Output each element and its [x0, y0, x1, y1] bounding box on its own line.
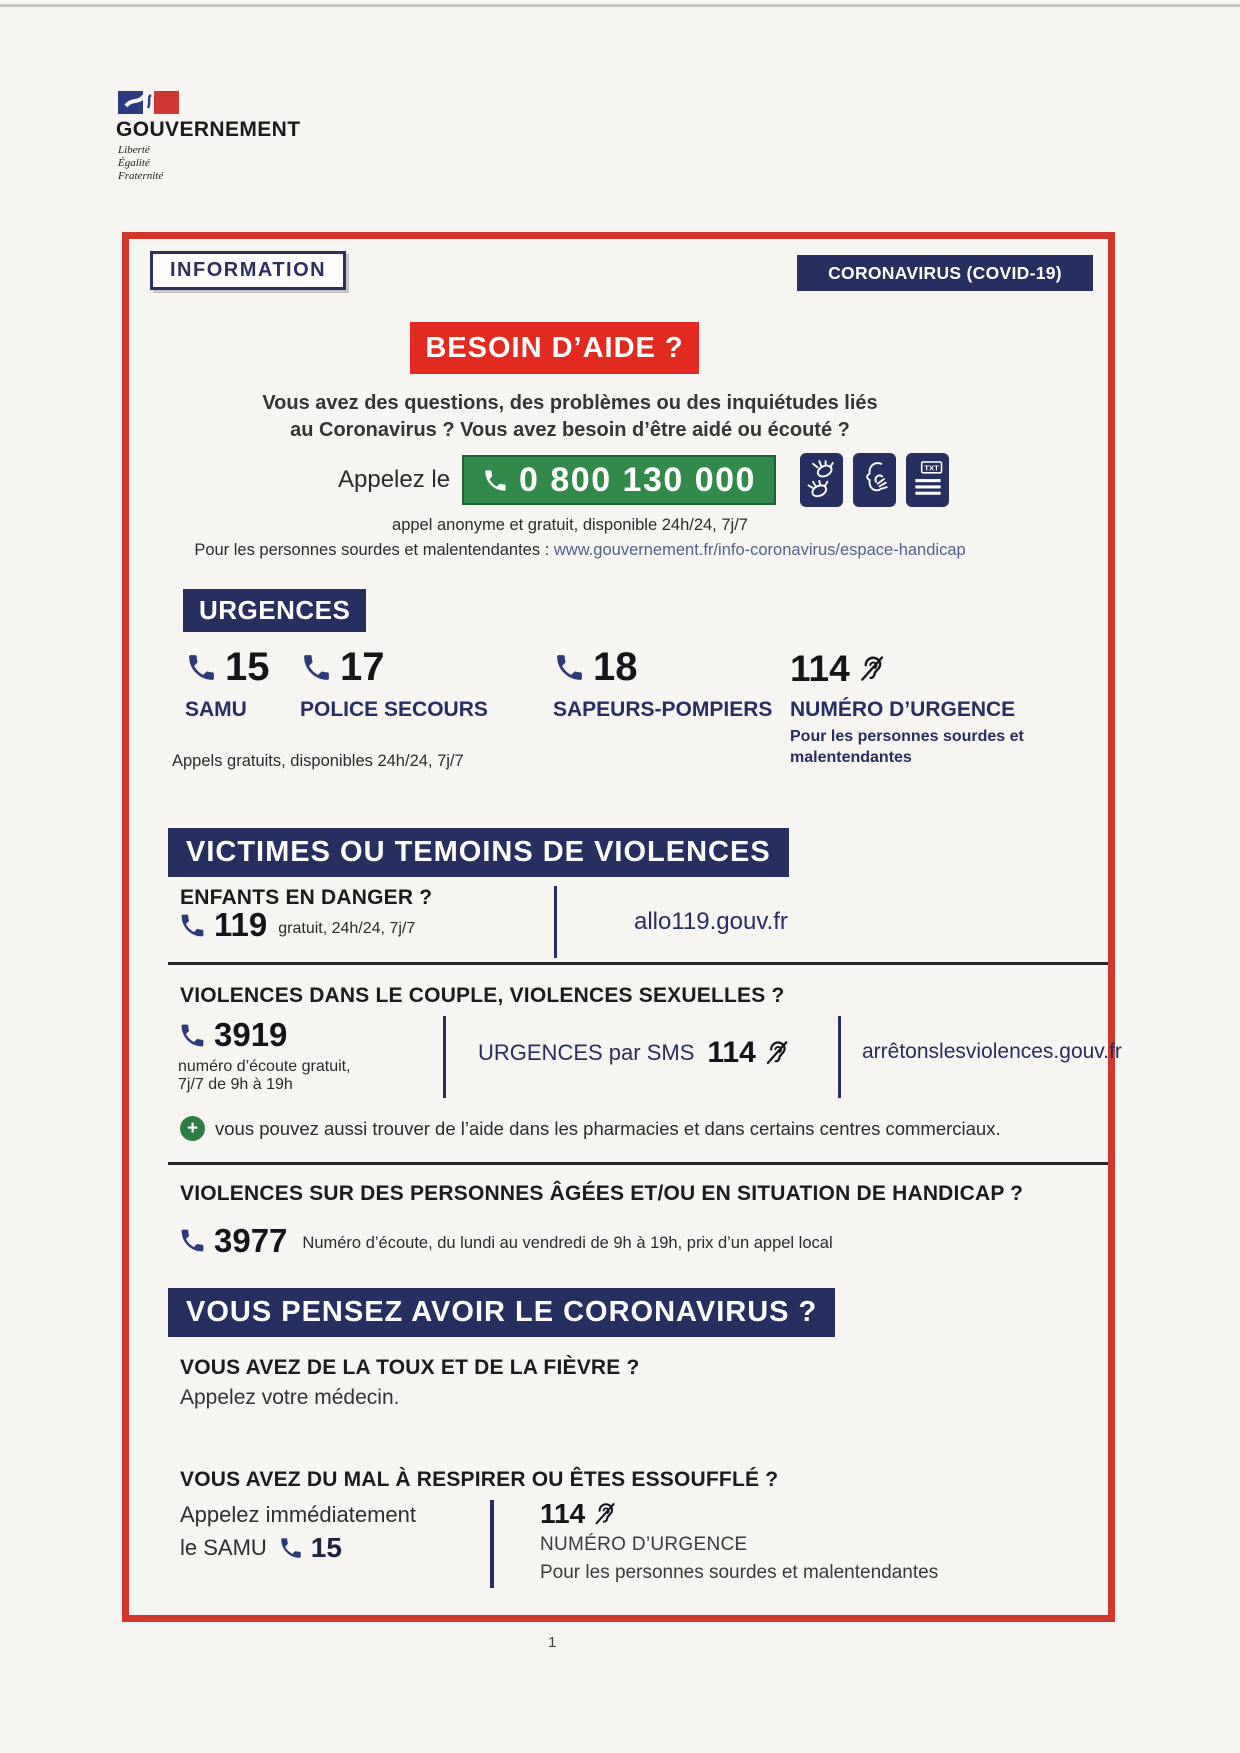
motto-fraternite: Fraternité — [118, 170, 164, 182]
agees-number: 3977 — [214, 1222, 288, 1259]
couple-question: VIOLENCES DANS LE COUPLE, VIOLENCES SEXUELLES ? — [180, 984, 785, 1007]
respirer-advice-line1: Appelez immédiatement — [180, 1502, 417, 1527]
enfants-question: ENFANTS EN DANGER ? — [180, 886, 433, 909]
agees-number-row — [178, 1222, 833, 1260]
hotline-number-box — [462, 455, 776, 505]
agees-question: VIOLENCES SUR DES PERSONNES ÂGÉES ET/OU EN SITUATION DE HANDICAP ? — [180, 1182, 1024, 1205]
motto-egalite: Égalité — [118, 157, 150, 169]
arretonslesviolences-website: arrêtonslesviolences.gouv.fr — [862, 1040, 1122, 1063]
urgence-114-label: NUMÉRO D’URGENCE — [790, 698, 1016, 721]
agees-number-note: Numéro d’écoute, du lundi au vendredi de 9h à 19h, prix d’un appel local — [302, 1234, 833, 1252]
enfants-number-row — [178, 906, 415, 944]
vertical-divider — [554, 886, 557, 958]
phone-icon — [178, 1021, 207, 1050]
french-flag-logo — [118, 90, 182, 116]
sms-urgences-block — [478, 1036, 791, 1070]
plus-icon: + — [180, 1116, 205, 1141]
hotline-number: 0 800 130 000 — [519, 460, 756, 499]
sign-language-icon — [800, 453, 843, 507]
urgence-114-bottom-block — [540, 1498, 938, 1584]
coronavirus-section-header: VOUS PENSEZ AVOIR LE CORONAVIRUS ? — [168, 1288, 835, 1337]
help-title-banner: BESOIN D’AIDE ? — [410, 322, 699, 374]
coronavirus-badge: CORONAVIRUS (COVID-19) — [797, 255, 1093, 291]
couple-number-note2: 7j/7 de 9h à 19h — [178, 1076, 293, 1093]
text-relay-icon — [906, 453, 949, 507]
emergency-samu — [185, 645, 270, 722]
government-motto — [118, 144, 163, 183]
help-intro-text — [200, 390, 940, 444]
urgence-114-sublabel: Pour les personnes sourdes et malentendantes — [790, 728, 1024, 766]
pharmacy-help-row — [180, 1116, 1100, 1141]
samu-number: 15 — [225, 645, 270, 689]
cued-speech-icon — [853, 453, 896, 507]
urgence-114-bottom-number: 114 — [540, 1498, 586, 1529]
phone-icon — [553, 651, 586, 684]
allo119-website: allo119.gouv.fr — [634, 908, 788, 935]
emergency-police — [300, 645, 488, 722]
vertical-divider — [443, 1016, 446, 1098]
respirer-question: VOUS AVEZ DU MAL À RESPIRER OU ÊTES ESSOUFFLÉ ? — [180, 1468, 779, 1491]
police-number: 17 — [340, 645, 385, 689]
phone-icon — [482, 467, 509, 494]
pompiers-number: 18 — [593, 645, 638, 689]
free-calls-note: Appels gratuits, disponibles 24h/24, 7j/7 — [172, 752, 464, 770]
deaf-icon — [592, 1501, 618, 1527]
call-label: Appelez le — [338, 466, 451, 493]
deaf-icon — [857, 654, 887, 684]
emergency-pompiers — [553, 645, 772, 722]
help-intro-line1: Vous avez des questions, des problèmes ou des inquiétudes liés — [262, 392, 878, 414]
horizontal-divider — [168, 962, 1108, 965]
horizontal-divider — [168, 1162, 1108, 1165]
couple-number-block — [178, 1016, 351, 1094]
sms-number: 114 — [707, 1036, 756, 1069]
violences-header: VICTIMES OU TEMOINS DE VIOLENCES — [168, 828, 789, 877]
scan-edge-artifact — [0, 4, 1240, 7]
enfants-number: 119 — [214, 906, 268, 943]
couple-number-note1: numéro d’écoute gratuit, — [178, 1058, 351, 1075]
couple-number: 3919 — [214, 1016, 288, 1053]
vertical-divider — [838, 1016, 841, 1098]
deaf-access-note-prefix: Pour les personnes sourdes et malentendantes : — [194, 541, 554, 559]
information-badge: INFORMATION — [150, 251, 346, 290]
samu-number-bottom: 15 — [310, 1532, 342, 1563]
motto-liberte: Liberté — [118, 144, 150, 156]
respirer-advice-line2 — [180, 1532, 342, 1564]
deaf-access-note — [150, 541, 1010, 560]
toux-question: VOUS AVEZ DE LA TOUX ET DE LA FIÈVRE ? — [180, 1356, 640, 1379]
samu-prefix: le SAMU — [180, 1535, 267, 1560]
urgences-header: URGENCES — [183, 589, 366, 632]
phone-icon — [178, 1226, 207, 1255]
pharmacy-note: vous pouvez aussi trouver de l’aide dans les pharmacies et dans certains centres commerciaux. — [215, 1117, 1001, 1139]
pompiers-label: SAPEURS-POMPIERS — [553, 698, 773, 721]
government-logo-title: GOUVERNEMENT — [116, 118, 301, 141]
emergency-114 — [790, 648, 1030, 768]
deaf-access-url: www.gouvernement.fr/info-coronavirus/espace-handicap — [553, 541, 966, 559]
urgence-114-bottom-label: NUMÉRO D’URGENCE — [540, 1534, 748, 1555]
urgence-114-bottom-sublabel: Pour les personnes sourdes et malentendantes — [540, 1562, 939, 1583]
deaf-icon — [763, 1039, 791, 1067]
toux-advice: Appelez votre médecin. — [180, 1386, 400, 1409]
phone-icon — [278, 1535, 304, 1561]
enfants-number-note: gratuit, 24h/24, 7j/7 — [278, 920, 416, 937]
phone-icon — [178, 911, 207, 940]
vertical-divider — [490, 1500, 494, 1588]
sms-label: URGENCES par SMS — [478, 1040, 695, 1065]
police-label: POLICE SECOURS — [300, 698, 488, 721]
hotline-note: appel anonyme et gratuit, disponible 24h/24, 7j/7 — [392, 516, 748, 534]
phone-icon — [300, 651, 333, 684]
page-number: 1 — [548, 1634, 557, 1651]
samu-label: SAMU — [185, 698, 247, 721]
help-intro-line2: au Coronavirus ? Vous avez besoin d’être aidé ou écouté ? — [290, 419, 850, 441]
urgence-114-number: 114 — [790, 648, 850, 689]
txt-icon-label: TXT — [923, 463, 939, 473]
phone-icon — [185, 651, 218, 684]
